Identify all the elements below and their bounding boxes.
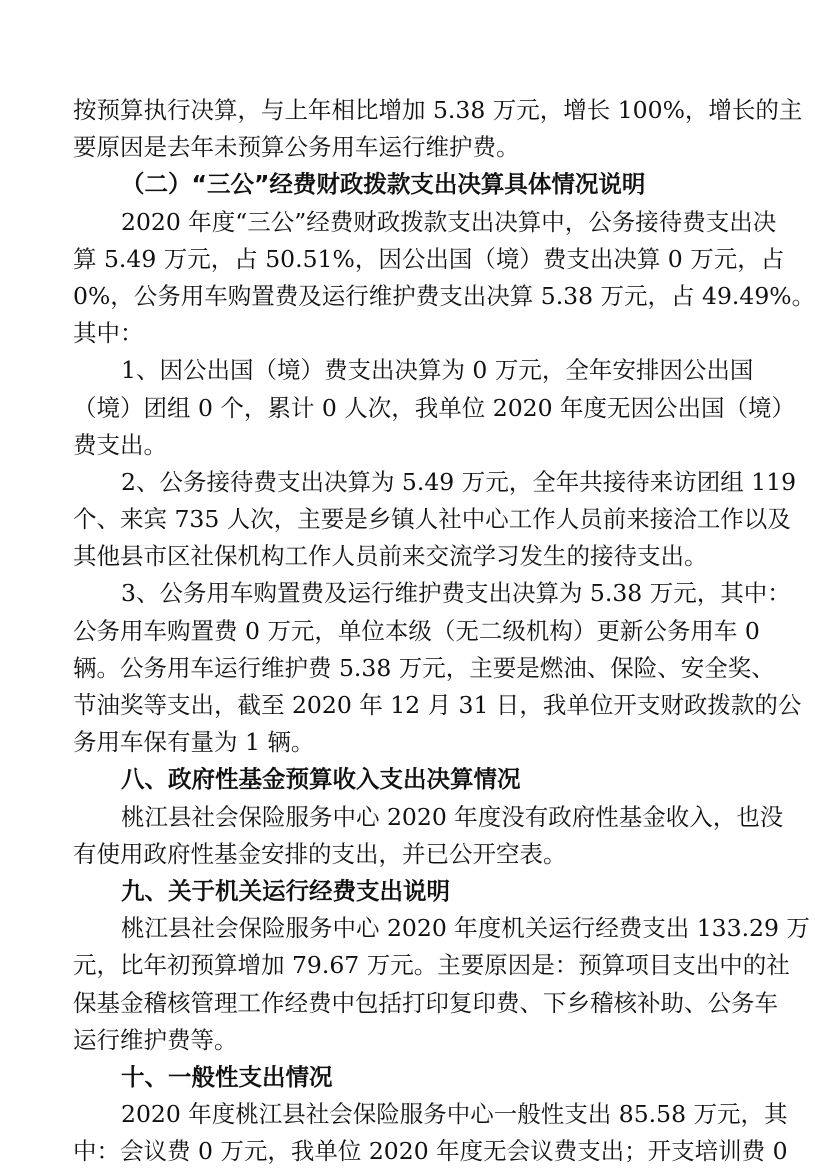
text-line: 3、公务用车购置费及运行维护费支出决算为 5.38 万元，其中： bbox=[121, 579, 791, 608]
text-line: 其他县市区社保机构工作人员前来交流学习发生的接待支出。 bbox=[73, 542, 708, 571]
text-line: 1、因公出国（境）费支出决算为 0 万元，全年安排因公出国 bbox=[121, 356, 754, 385]
text-line: 桃江县社会保险服务中心 2020 年度没有政府性基金收入，也没 bbox=[121, 802, 784, 831]
text-line: 2020 年度桃江县社会保险服务中心一般性支出 85.58 万元，其 bbox=[121, 1100, 788, 1129]
text-line: 2020 年度“三公”经费财政拨款支出决算中，公务接待费支出决 bbox=[121, 207, 777, 236]
text-line: 按预算执行决算，与上年相比增加 5.38 万元，增长 100%，增长的主 bbox=[73, 96, 803, 124]
text-line: 0%，公务用车购置费及运行维护费支出决算 5.38 万元，占 49.49%。 bbox=[73, 281, 815, 310]
document-page bbox=[73, 92, 815, 1170]
text-line: 公务用车购置费 0 万元，单位本级（无二级机构）更新公务用车 0 bbox=[73, 616, 760, 645]
text-line: 费支出。 bbox=[73, 430, 167, 459]
text-line: 辆。公务用车运行维护费 5.38 万元，主要是燃油、保险、安全奖、 bbox=[73, 653, 775, 682]
section-heading: （二）“三公”经费财政拨款支出决算具体情况说明 bbox=[121, 170, 646, 199]
text-line: 有使用政府性基金安排的支出，并已公开空表。 bbox=[73, 839, 567, 868]
text-line: 节油奖等支出，截至 2020 年 12 月 31 日，我单位开支财政拨款的公 bbox=[73, 691, 802, 719]
text-line: 元，比年初预算增加 79.67 万元。主要原因是：预算项目支出中的社 bbox=[73, 951, 790, 980]
text-line: 2、公务接待费支出决算为 5.49 万元，全年共接待来访团组 119 bbox=[121, 467, 797, 496]
text-line: 个、来宾 735 人次，主要是乡镇人社中心工作人员前来接洽工作以及 bbox=[73, 505, 791, 534]
section-heading: 八、政府性基金预算收入支出决算情况 bbox=[121, 765, 521, 794]
text-line: （境）团组 0 个，累计 0 人次，我单位 2020 年度无因公出国（境） bbox=[73, 393, 796, 422]
text-line: 务用车保有量为 1 辆。 bbox=[73, 728, 315, 757]
text-line: 运行维护费等。 bbox=[73, 1025, 238, 1054]
text-line: 桃江县社会保险服务中心 2020 年度机关运行经费支出 133.29 万 bbox=[121, 914, 810, 943]
text-line: 其中： bbox=[73, 319, 144, 348]
text-line: 要原因是去年未预算公务用车运行维护费。 bbox=[73, 133, 520, 162]
section-heading: 十、一般性支出情况 bbox=[121, 1062, 333, 1091]
text-line: 中：会议费 0 万元，我单位 2020 年度无会议费支出；开支培训费 0 bbox=[73, 1137, 788, 1166]
text-line: 保基金稽核管理工作经费中包括打印复印费、下乡稽核补助、公务车 bbox=[73, 988, 778, 1017]
section-heading: 九、关于机关运行经费支出说明 bbox=[121, 876, 450, 905]
text-line: 算 5.49 万元，占 50.51%，因公出国（境）费支出决算 0 万元，占 bbox=[73, 244, 785, 273]
